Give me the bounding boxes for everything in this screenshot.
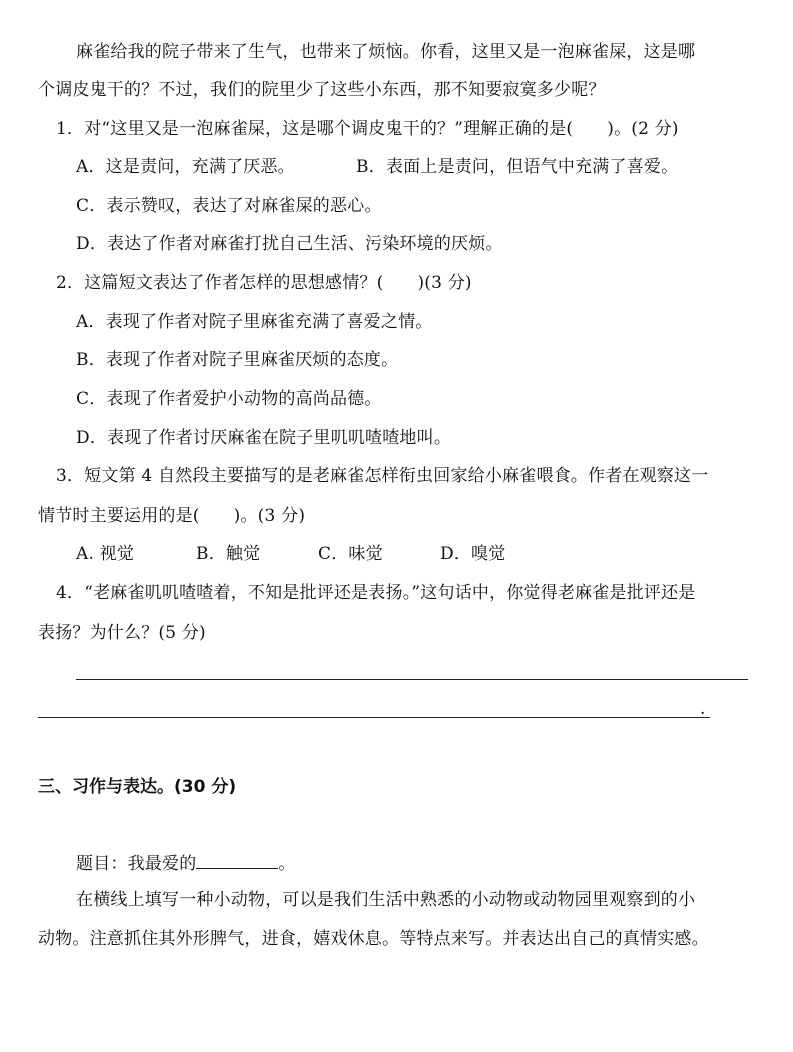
option-c: C．表现了作者爱护小动物的高尚品德。 [76,389,382,409]
question-2-stem [56,272,472,294]
question-2-stem-text: 2．这篇短文表达了作者怎样的思想感情？( [56,273,384,293]
answer-line-2[interactable] [38,717,710,718]
option-d: D．表现了作者讨厌麻雀在院子里叽叽喳喳地叫。 [76,428,452,448]
option-a: A. 视觉 [76,544,135,564]
option-b: B．表面上是责问，但语气中充满了喜爱。 [356,157,679,177]
answer-line-1[interactable] [76,679,748,680]
question-1-stem-text: 1．对“这里又是一泡麻雀屎，这是哪个调皮鬼干的？”理解正确的是( [56,119,574,139]
answer-end-dot: . [700,699,706,719]
option-b: B．触觉 [196,544,261,564]
question-1-options-row-1 [76,156,678,178]
question-2-score: )(3 分) [417,273,472,293]
question-1-score: )。(2 分) [607,119,679,139]
essay-instruction-line-2: 动物。注意抓住其外形脾气，进食，嬉戏休息。等特点来写。并表达出自己的真情实感。 [38,929,709,949]
passage-line-1: 麻雀给我的院子带来了生气，也带来了烦恼。你看，这里又是一泡麻雀屎，这是哪 [76,42,696,62]
option-c: C．表示赞叹，表达了对麻雀屎的恶心。 [76,196,382,216]
essay-topic-suffix: 。 [278,854,296,874]
option-b: B．表现了作者对院子里麻雀厌烦的态度。 [76,350,399,370]
essay-topic-prefix: 题目：我最爱的 [76,854,197,874]
option-a: A．这是责问，充满了厌恶。 [76,157,295,177]
topic-blank[interactable] [196,850,278,869]
question-4-stem-line-1: 4．“老麻雀叽叽喳喳着，不知是批评还是表扬。”这句话中，你觉得老麻雀是批评还是 [56,583,696,603]
question-4-stem-line-2: 表扬？为什么？(5 分) [38,623,206,643]
option-c: C．味觉 [318,544,383,564]
question-3-stem-line-2 [38,505,305,527]
section-3-title: 三、习作与表达。(30 分) [38,777,237,797]
question-3-score: )。(3 分) [233,506,306,526]
passage-line-2: 个调皮鬼干的？不过，我们的院里少了这些小东西，那不知要寂寞多少呢？ [38,80,606,100]
question-3-stem-line-1: 3．短文第 4 自然段主要描写的是老麻雀怎样衔虫回家给小麻雀喂食。作者在观察这一 [56,466,709,486]
question-3-stem-text: 情节时主要运用的是( [38,506,200,526]
question-3-options [76,543,505,565]
option-d: D．表达了作者对麻雀打扰自己生活、污染环境的厌烦。 [76,234,503,254]
option-a: A．表现了作者对院子里麻雀充满了喜爱之情。 [76,312,433,332]
essay-topic [76,850,296,875]
essay-instruction-line-1: 在横线上填写一种小动物，可以是我们生活中熟悉的小动物或动物园里观察到的小 [76,890,696,910]
question-1-stem [56,118,679,140]
option-d: D．嗅觉 [440,544,506,564]
